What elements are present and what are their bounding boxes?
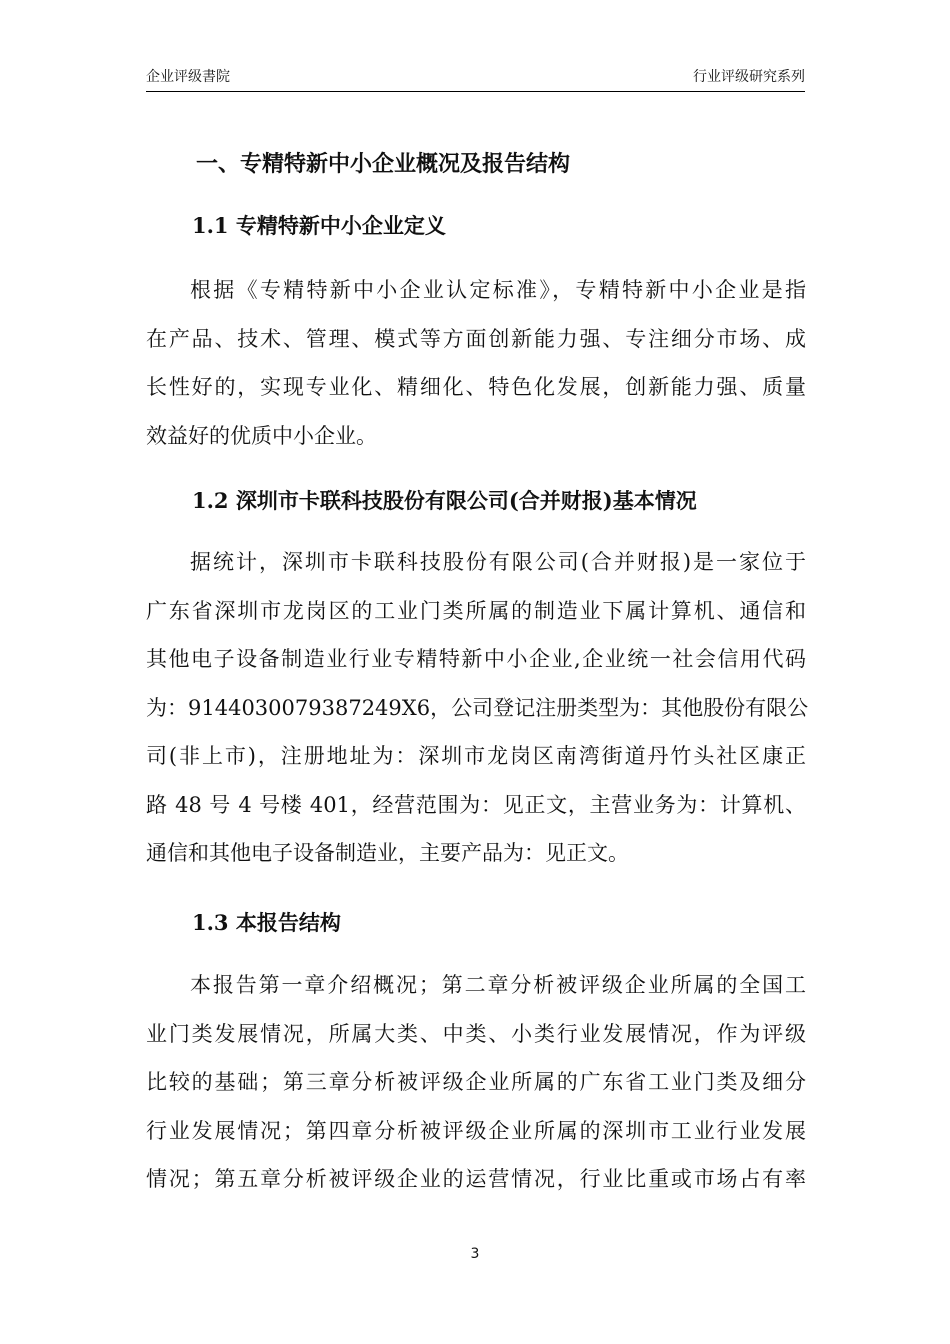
paragraph-line: 广东省深圳市龙岗区的工业门类所属的制造业下属计算机、通信和 (146, 598, 806, 623)
paragraph-line: 根据《专精特新中小企业认定标准》，专精特新中小企业是指 (190, 278, 806, 302)
section-heading-1-2: 1.2 深圳市卡联科技股份有限公司(合并财报)基本情况 (192, 488, 697, 513)
section-heading-1-3: 1.3 本报告结构 (192, 910, 341, 935)
paragraph-line: 司(非上市)，注册地址为：深圳市龙岗区南湾街道丹竹头社区康正 (146, 744, 806, 768)
paragraph-definition (146, 266, 806, 460)
paragraph-line: 比较的基础；第三章分析被评级企业所属的广东省工业门类及细分 (146, 1070, 806, 1094)
header-publisher: 企业评级書院 (146, 69, 230, 85)
paragraph-line: 本报告第一章介绍概况；第二章分析被评级企业所属的全国工 (190, 973, 806, 997)
page-number: 3 (470, 1246, 480, 1262)
paragraph-line: 路 48 号 4 号楼 401，经营范围为：见正文，主营业务为：计算机、 (146, 792, 806, 817)
paragraph-report-structure (146, 961, 806, 1204)
paragraph-line: 通信和其他电子设备制造业，主要产品为：见正文。 (146, 841, 629, 865)
paragraph-line: 长性好的，实现专业化、精细化、特色化发展，创新能力强、质量 (146, 375, 806, 399)
paragraph-company-info (146, 538, 809, 878)
section-heading-1-1: 1.1 专精特新中小企业定义 (192, 213, 446, 238)
header-series: 行业评级研究系列 (693, 69, 805, 85)
paragraph-line: 效益好的优质中小企业。 (146, 423, 377, 448)
paragraph-line: 其他电子设备制造业行业专精特新中小企业,企业统一社会信用代码 (146, 647, 806, 671)
chapter-title: 一、专精特新中小企业概况及报告结构 (196, 151, 571, 177)
paragraph-line: 业门类发展情况，所属大类、中类、小类行业发展情况，作为评级 (146, 1021, 806, 1046)
paragraph-line: 情况；第五章分析被评级企业的运营情况，行业比重或市场占有率 (146, 1167, 806, 1191)
page-header (146, 67, 805, 92)
paragraph-line: 据统计，深圳市卡联科技股份有限公司(合并财报)是一家位于 (190, 550, 806, 574)
paragraph-line: 在产品、技术、管理、模式等方面创新能力强、专注细分市场、成 (146, 326, 806, 351)
paragraph-line: 行业发展情况；第四章分析被评级企业所属的深圳市工业行业发展 (146, 1118, 806, 1143)
paragraph-line: 为：9144030079387249X6，公司登记注册类型为：其他股份有限公 (146, 695, 809, 720)
